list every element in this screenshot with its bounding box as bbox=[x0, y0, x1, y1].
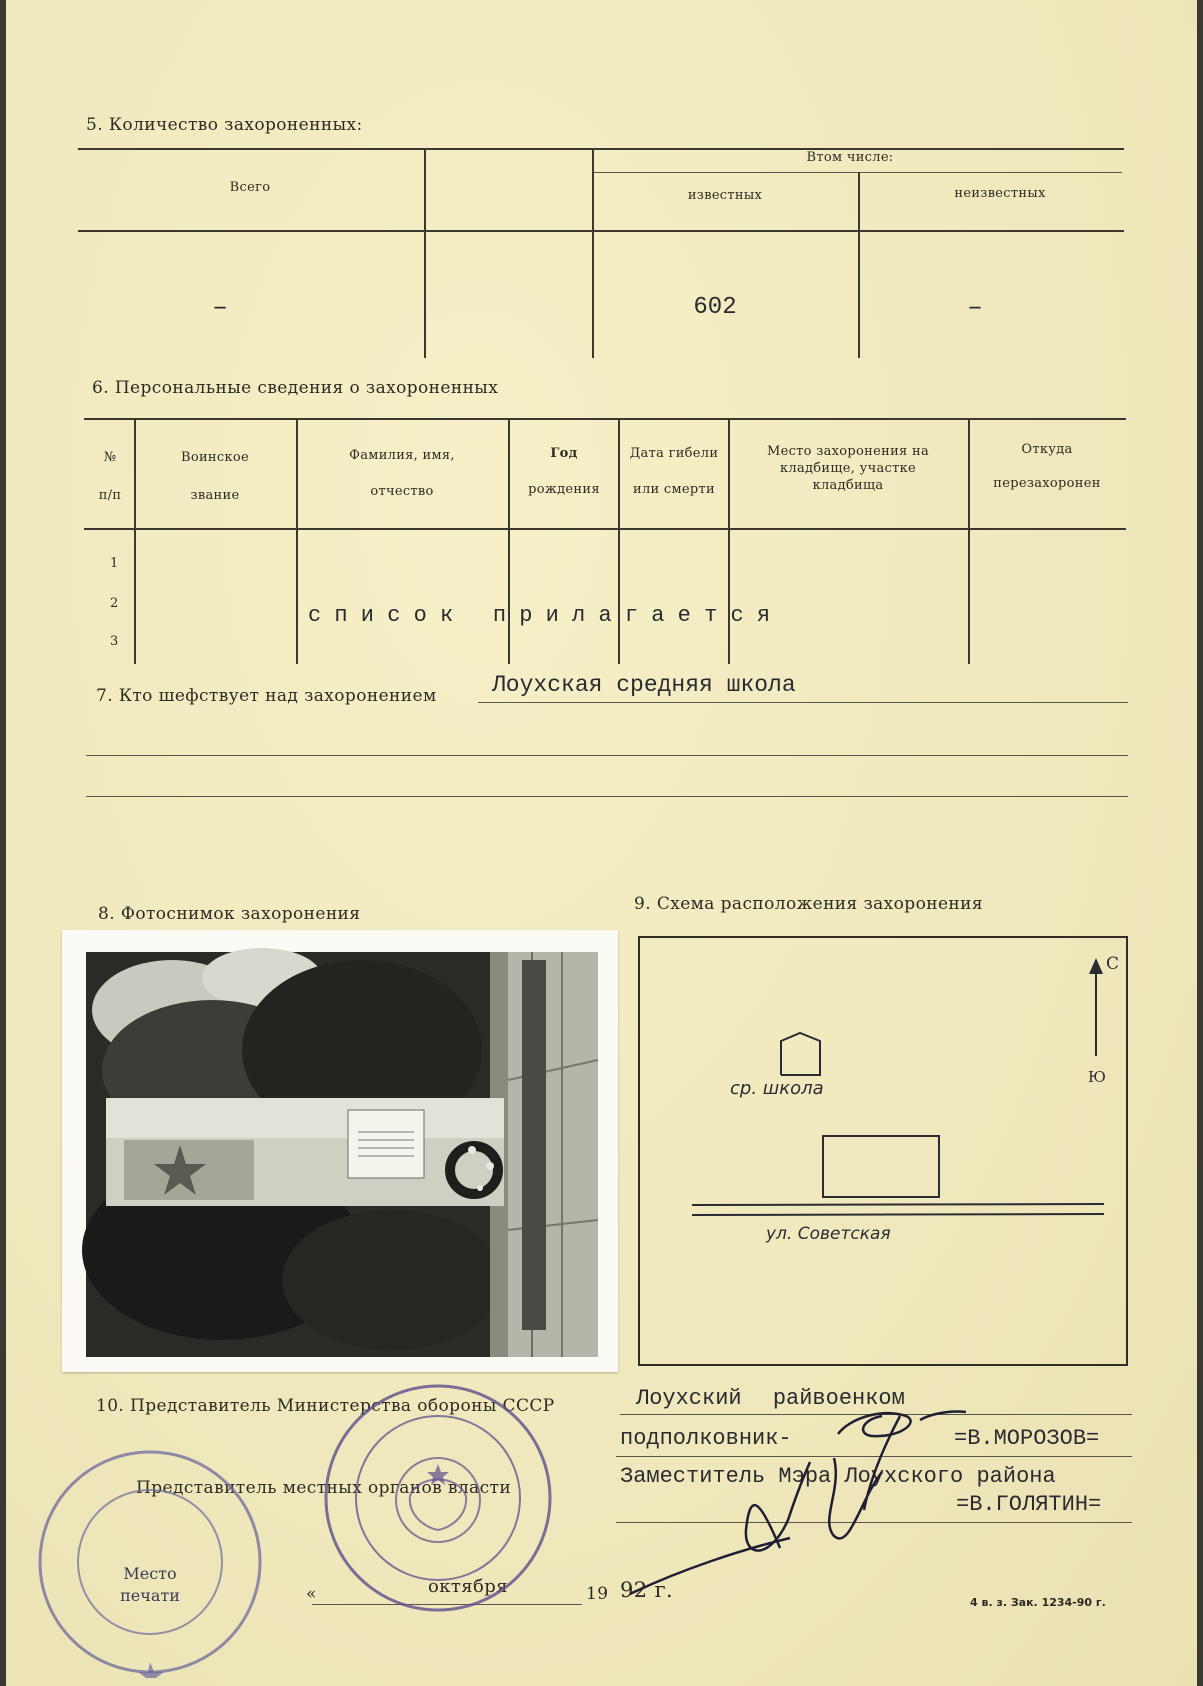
stamp-place-1: Место bbox=[123, 1564, 177, 1583]
date-prefix: « bbox=[306, 1584, 317, 1604]
section9-label: 9. Схема расположения захоронения bbox=[634, 894, 983, 914]
location-scheme bbox=[638, 936, 1128, 1366]
s5-vline-3 bbox=[858, 172, 860, 358]
local-authority-label: Представитель местных органов власти bbox=[136, 1478, 512, 1498]
date-year-prefix: 19 bbox=[586, 1584, 609, 1604]
s6-h-name-2: отчество bbox=[370, 484, 434, 499]
mod-name: =В.МОРОЗОВ= bbox=[954, 1426, 1100, 1451]
s6-h-num-1: № bbox=[103, 450, 117, 465]
stamp-place-2: печати bbox=[120, 1586, 180, 1605]
s5-col-including: Втом числе: bbox=[806, 150, 894, 165]
section10-label: 10. Представитель Министерства обороны СССР bbox=[96, 1396, 555, 1416]
school-building-icon bbox=[781, 1033, 820, 1075]
s6-h-place-1: Место захоронения на bbox=[766, 444, 930, 459]
s6-row-1: 1 bbox=[110, 556, 119, 571]
s7-line-3 bbox=[86, 796, 1128, 797]
local-line1: Заместитель Мэра Лоухского района bbox=[620, 1464, 1056, 1489]
scheme-street-label: ул. Советская bbox=[766, 1224, 891, 1244]
s5-vline-1 bbox=[424, 150, 426, 358]
section5-title: 5. Количество захороненных: bbox=[86, 115, 363, 135]
section8-label: 8. Фотоснимок захоронения bbox=[98, 904, 361, 924]
s6-h-death-1: Дата гибели bbox=[629, 446, 719, 461]
scan-edge-left bbox=[0, 0, 6, 1686]
section7-value: Лоухская средняя школа bbox=[492, 672, 796, 698]
s6-row-2: 2 bbox=[110, 596, 119, 611]
photo-frame bbox=[62, 930, 618, 1372]
burial-site-marker bbox=[823, 1136, 939, 1197]
s6-list-note: с п и с о к п р и л а г а е т с я bbox=[308, 603, 771, 628]
scheme-school-label: ср. школа bbox=[730, 1078, 824, 1099]
section7-label: 7. Кто шефствует над захоронением bbox=[96, 686, 437, 706]
street-line-1 bbox=[692, 1204, 1104, 1205]
s6-h-num-2: п/п bbox=[98, 488, 122, 503]
district-council-stamp bbox=[318, 1378, 558, 1618]
s6-h-death-2: или смерти bbox=[633, 482, 715, 497]
s6-h-year-2: рождения bbox=[528, 482, 600, 497]
s6-h-rank-2: звание bbox=[190, 488, 240, 503]
s5-col-total: Всего bbox=[229, 180, 271, 195]
s6-vline-1 bbox=[134, 420, 136, 664]
s6-h-from-2: перезахоронен bbox=[993, 476, 1101, 491]
s6-h-name-1: Фамилия, имя, bbox=[349, 448, 455, 463]
scan-edge-right bbox=[1197, 0, 1203, 1686]
section6-title: 6. Персональные сведения о захороненных bbox=[92, 378, 499, 398]
s6-h-place-3: кладбища bbox=[812, 478, 884, 493]
military-commissariat-stamp bbox=[30, 1446, 270, 1678]
street-line-2 bbox=[692, 1214, 1104, 1215]
mod-line2: подполковник- bbox=[620, 1426, 792, 1451]
s6-vline-6 bbox=[968, 420, 970, 664]
s6-row-3: 3 bbox=[110, 634, 119, 649]
s5-val-known: 602 bbox=[693, 294, 737, 321]
s5-val-total: – bbox=[212, 292, 228, 322]
s5-col-known: известных bbox=[687, 188, 763, 203]
s5-col-unknown: неизвестных bbox=[954, 186, 1046, 201]
date-month: октября bbox=[428, 1576, 508, 1597]
s5-header-rule bbox=[78, 230, 1124, 232]
scheme-drawing bbox=[640, 938, 1126, 1364]
s6-h-rank-1: Воинское bbox=[180, 450, 250, 465]
mod-line1: Лоухский райвоенком bbox=[636, 1386, 905, 1411]
s5-vline-2 bbox=[592, 150, 594, 358]
local-name: =В.ГОЛЯТИН= bbox=[956, 1492, 1102, 1517]
signatures bbox=[620, 1380, 980, 1610]
print-info: 4 в. з. Зак. 1234-90 г. bbox=[970, 1596, 1106, 1609]
s6-h-from-1: Откуда bbox=[1021, 442, 1073, 457]
north-arrow-icon bbox=[1089, 958, 1103, 974]
scheme-south-label: Ю bbox=[1088, 1068, 1106, 1086]
s6-vline-2 bbox=[296, 420, 298, 664]
s7-line-2 bbox=[86, 755, 1128, 756]
s7-line-1 bbox=[478, 702, 1128, 703]
s5-val-unknown: – bbox=[967, 292, 983, 322]
s6-h-place-2: кладбище, участке bbox=[779, 461, 917, 476]
date-year-suffix: 92 г. bbox=[620, 1578, 674, 1602]
memorial-photo bbox=[62, 930, 618, 1372]
s6-h-year-1: Год bbox=[550, 446, 578, 461]
s5-top-rule bbox=[78, 148, 1124, 150]
scheme-north-label: С bbox=[1106, 954, 1120, 974]
